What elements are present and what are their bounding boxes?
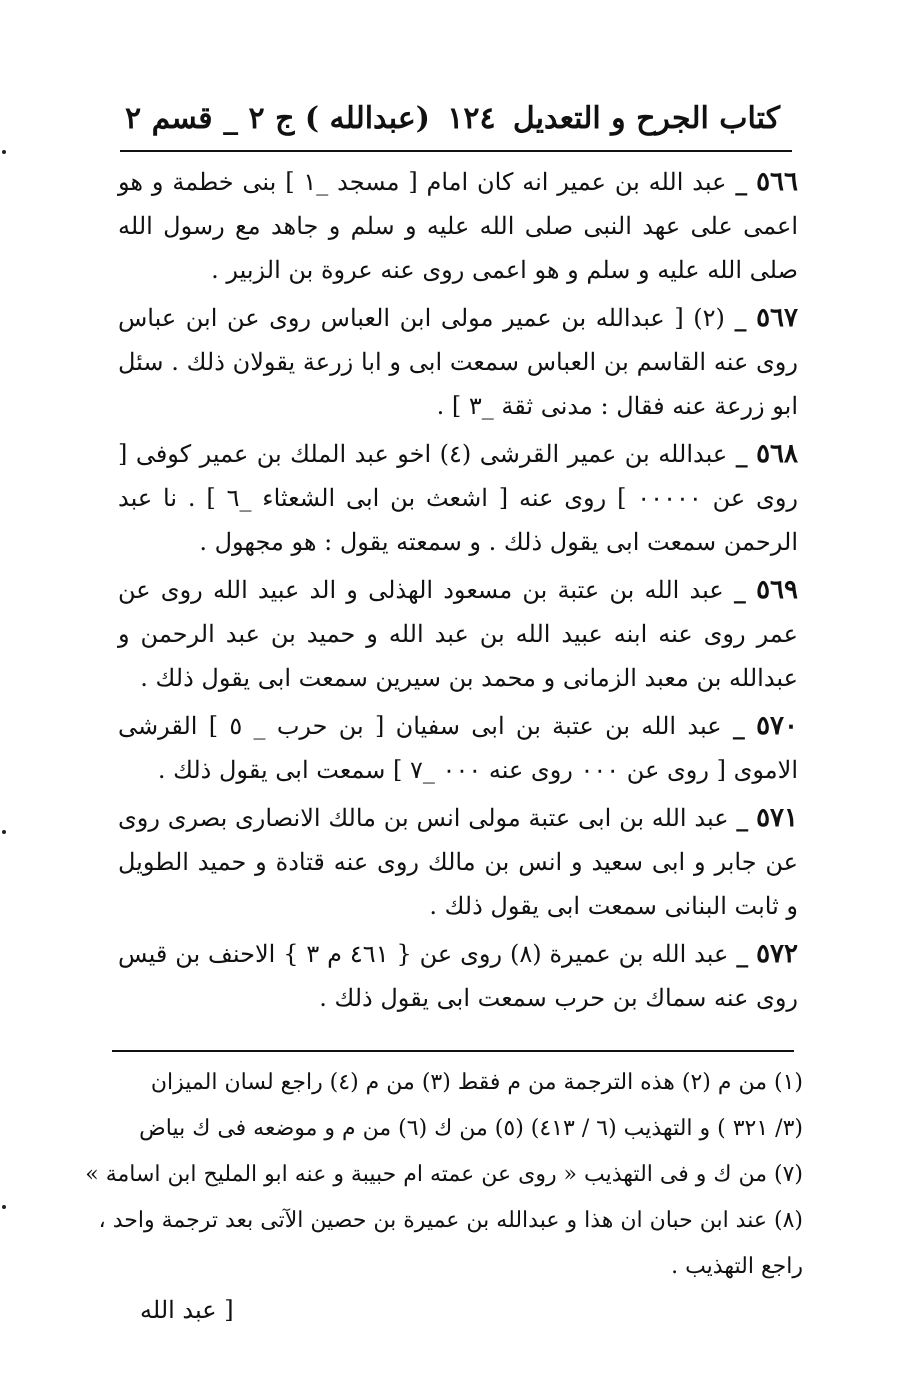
- entry-text: عبد الله بن عتبة بن مسعود الهذلى و الد عبيد الله روى عن عمر روى عنه ابنه عبيد الله بن عبد الله و حميد بن عبد الرحمن و عبدالله بن معبد الزمانى و محمد بن سيرين سمعت ابى يقول ذلك .: [118, 576, 798, 692]
- footnote-line: راجع التهذيب .: [671, 1254, 803, 1279]
- entries-list: [118, 160, 798, 1024]
- entry-570: ٥٧٠ _ عبد الله بن عتبة بن ابى سفيان [ بن حرب _ ٥ ] القرشى الاموى [ روى عن ٠٠٠ روى عنه ٠٠٠ _٧ ] سمعت ابى يقول ذلك .: [118, 711, 798, 784]
- catchword: [ عبد الله: [140, 1296, 234, 1324]
- entry-text: عبد الله بن عميرة (٨) روى عن { ٤٦١ م ٣ } الاحنف بن قيس روى عنه سماك بن حرب سمعت ابى يقول ذلك .: [118, 940, 798, 1012]
- scan-speck: [2, 830, 6, 834]
- entry-text: عبد الله بن ابى عتبة مولى انس بن مالك الانصارى بصرى روى عن جابر و ابى سعيد و انس بن مالك روى عنه قتادة و حميد الطويل و ثابت البنانى سمعت ابى يقول ذلك .: [118, 804, 798, 920]
- running-header: [125, 92, 780, 144]
- book-title: كتاب الجرح و التعديل: [512, 100, 780, 136]
- scan-speck: [2, 150, 6, 154]
- entry-text: (٢) [ عبدالله بن عمير مولى ابن العباس روى عن ابن عباس روى عنه القاسم بن العباس سمعت ابى و ابا زرعة يقولان ذلك . سئل ابو زرعة عنه فقال : مدنى ثقة _٣ ] .: [118, 304, 798, 420]
- footnote-line: (٨) عند ابن حبان ان هذا و عبدالله بن عميرة بن حصين الآتى بعد ترجمة واحد ،: [98, 1208, 803, 1233]
- section-label: (عبدالله ) ج ٢ _ قسم ٢: [125, 100, 430, 136]
- entry-number: ٥٦٨: [756, 439, 798, 469]
- entry-text: عبد الله بن عتبة بن ابى سفيان [ بن حرب _ ٥ ] القرشى الاموى [ روى عن ٠٠٠ روى عنه ٠٠٠ _٧ ] سمعت ابى يقول ذلك .: [118, 712, 798, 784]
- entry-568: ٥٦٨ _ عبدالله بن عمير القرشى (٤) اخو عبد الملك بن عمير كوفى [ روى عن ٠٠٠٠٠ ] روى عنه [ اشعث بن ابى الشعثاء _٦ ] . نا عبد الرحمن سمعت ابى يقول ذلك . و سمعته يقول : هو مجهول .: [118, 439, 798, 556]
- entry-number: ٥٧٠: [756, 711, 798, 741]
- entry-text: عبد الله بن عمير انه كان امام [ مسجد _١ ] بنى خطمة و هو اعمى على عهد النبى صلى الله عليه و سلم و جاهد مع رسول الله صلى الله عليه و سلم و هو اعمى روى عنه عروة بن الزبير .: [118, 168, 798, 284]
- footnotes: [85, 1060, 803, 1290]
- page-number: ١٢٤: [447, 100, 496, 136]
- footnote-line: (٣/ ٣٢١ ) و التهذيب (٦ / ٤١٣) (٥) من ك (٦) من م و موضعه فى ك بياض: [139, 1116, 803, 1141]
- entry-number: ٥٧٢: [756, 939, 798, 969]
- entry-number: ٥٦٧: [756, 303, 798, 333]
- scan-speck: [2, 1205, 6, 1209]
- entry-567: ٥٦٧ _ (٢) [ عبدالله بن عمير مولى ابن العباس روى عن ابن عباس روى عنه القاسم بن العباس سمعت ابى و ابا زرعة يقولان ذلك . سئل ابو زرعة عنه فقال : مدنى ثقة _٣ ] .: [118, 303, 798, 420]
- entry-number: ٥٧١: [756, 803, 798, 833]
- entry-566: ٥٦٦ _ عبد الله بن عمير انه كان امام [ مسجد _١ ] بنى خطمة و هو اعمى على عهد النبى صلى الله عليه و سلم و جاهد مع رسول الله صلى الله عليه و سلم و هو اعمى روى عنه عروة بن الزبير .: [118, 167, 798, 284]
- entry-text: عبدالله بن عمير القرشى (٤) اخو عبد الملك بن عمير كوفى [ روى عن ٠٠٠٠٠ ] روى عنه [ اشعث بن ابى الشعثاء _٦ ] . نا عبد الرحمن سمعت ابى يقول ذلك . و سمعته يقول : هو مجهول .: [118, 440, 798, 556]
- header-rule: [120, 150, 792, 152]
- footnote-line: (١) من م (٢) هذه الترجمة من م فقط (٣) من م (٤) راجع لسان الميزان: [150, 1070, 803, 1095]
- footnote-rule: [112, 1050, 794, 1052]
- entry-number: ٥٦٦: [756, 167, 798, 197]
- entry-569: ٥٦٩ _ عبد الله بن عتبة بن مسعود الهذلى و الد عبيد الله روى عن عمر روى عنه ابنه عبيد الله بن عبد الله و حميد بن عبد الرحمن و عبدالله بن معبد الزمانى و محمد بن سيرين سمعت ابى يقول ذلك .: [118, 575, 798, 692]
- entry-571: ٥٧١ _ عبد الله بن ابى عتبة مولى انس بن مالك الانصارى بصرى روى عن جابر و ابى سعيد و انس بن مالك روى عنه قتادة و حميد الطويل و ثابت البنانى سمعت ابى يقول ذلك .: [118, 803, 798, 920]
- entry-572: ٥٧٢ _ عبد الله بن عميرة (٨) روى عن { ٤٦١ م ٣ } الاحنف بن قيس روى عنه سماك بن حرب سمعت ابى يقول ذلك .: [118, 939, 798, 1012]
- footnote-line: (٧) من ك و فى التهذيب « روى عن عمته ام حبيبة و عنه ابو المليح ابن اسامة »: [85, 1162, 803, 1187]
- entry-number: ٥٦٩: [756, 575, 798, 605]
